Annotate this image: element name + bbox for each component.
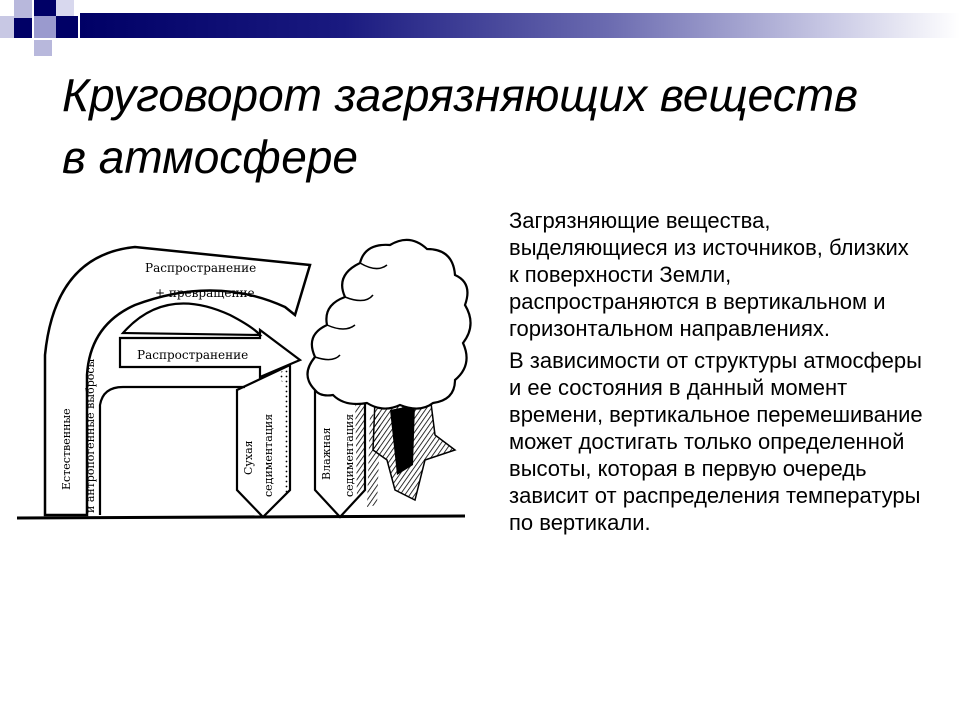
label-distribution-arrow: Распространение xyxy=(137,348,249,362)
label-dry-2: седиментация xyxy=(262,413,275,497)
label-wet-1: Влажная xyxy=(320,427,333,480)
decor-square-6 xyxy=(34,16,56,38)
paragraph-1 xyxy=(483,207,923,342)
decor-square-3 xyxy=(56,0,74,16)
decor-square-2 xyxy=(34,0,56,16)
decor-square-4 xyxy=(0,16,14,38)
decor-square-7 xyxy=(56,16,78,38)
bullet-square xyxy=(483,216,494,227)
label-transformation: + превращение xyxy=(155,286,255,300)
pollutant-cycle-diagram xyxy=(15,235,475,525)
decor-top-bar xyxy=(80,13,960,38)
decor-square-5 xyxy=(14,18,32,38)
label-wet-2: седиментация xyxy=(343,413,356,497)
cloud xyxy=(308,240,471,409)
slide-title: Круговорот загрязняющих веществ в атмосфере xyxy=(62,69,859,183)
body-text xyxy=(483,207,923,541)
decor-square-1 xyxy=(14,0,32,18)
paragraph-2 xyxy=(483,347,923,536)
ground-line xyxy=(17,516,465,518)
paragraph-2-text: В зависимости от структуры атмосферы и ее состояния в данный момент времени, вертикальное перемешивание может достигать только определенной высоты, которая в первую очередь зависит от распределения температуры по вертикали. xyxy=(509,348,923,535)
label-emissions-1: Естественные xyxy=(60,408,73,490)
inner-arch xyxy=(100,387,245,515)
label-emissions-2: и антропогенные выбросы xyxy=(84,358,97,513)
bullet-square xyxy=(483,356,494,367)
label-distribution-top: Распространение xyxy=(145,261,257,275)
decor-square-8 xyxy=(34,40,52,56)
paragraph-1-text: Загрязняющие вещества, выделяющиеся из источников, близких к поверхности Земли, распространяются в вертикальном и горизонтальном направлениях. xyxy=(509,208,909,341)
inner-dome xyxy=(123,303,260,335)
label-dry-1: Сухая xyxy=(242,440,255,475)
